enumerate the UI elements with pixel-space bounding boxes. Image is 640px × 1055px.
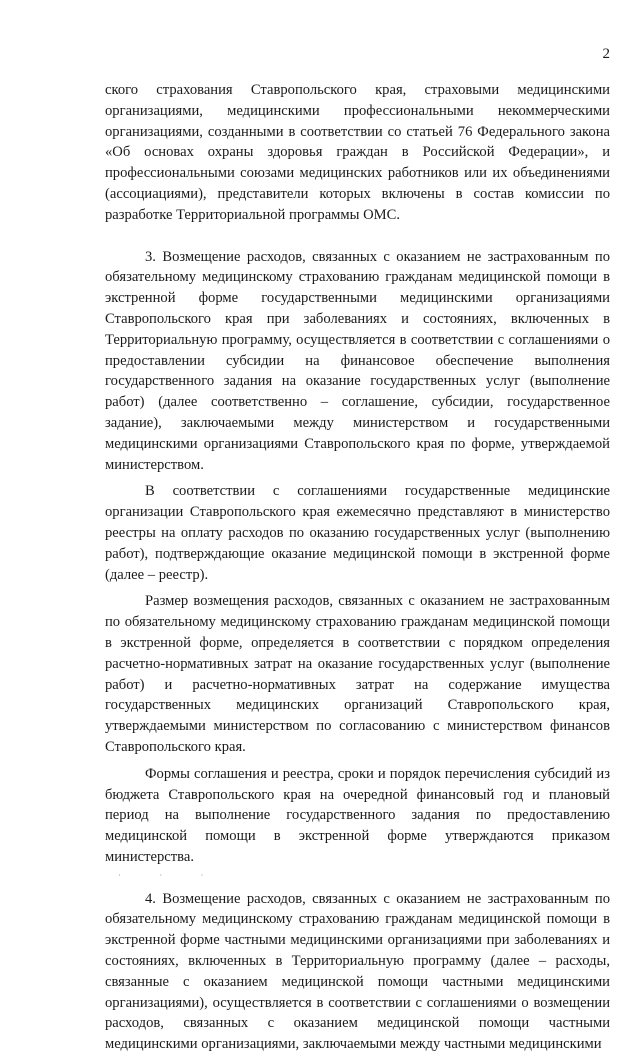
paragraph-reimbursement-size: Размер возмещения расходов, связанных с оказанием не застрахованным по обязательному медицинскому страхованию гражданам медицинской помощи в экстренной форме, определяется в соответствии с порядком определения расчетно-нормативных затрат на оказание государственных услуг (выполнение работ) и расчетно-нормативных затрат на содержание имущества государственных медицинских организаций Ставропольского края, утверждаемыми министерством по согласованию с министерством финансов Ставропольского края. xyxy=(105,593,610,755)
paragraph-forms: Формы соглашения и реестра, сроки и порядок перечисления субсидий из бюджета Ставропольского края на очередной финансовый год и плановый период на выполнение государственного задания по предоставлению медицинской помощи в экстренной форме утверждаются приказом министерства. xyxy=(105,765,610,865)
scan-specks: · · · xyxy=(118,870,222,880)
paragraph-section-3: 3. Возмещение расходов, связанных с оказанием не застрахованным по обязательному медицинскому страхованию гражданам медицинской помощи в экстренной форме государственными медицинскими организациями Ставропольского края при заболеваниях и состояниях, включенных в Территориальную программу, осуществляется в соответствии с соглашениями о предоставлении субсидии на финансовое обеспечение выполнения государственного задания на оказание государственных услуг (выполнение работ) (далее соответственно – соглашение, субсидии, государственное задание), заключаемыми между министерством и государственными медицинскими организациями Ставропольского края по форме, утверждаемой министерством. xyxy=(105,248,610,473)
page-number: 2 xyxy=(602,46,610,62)
paragraph-section-4: 4. Возмещение расходов, связанных с оказанием не застрахованным по обязательному медицинскому страхованию гражданам медицинской помощи в экстренной форме частными медицинскими организациями при заболеваниях и состояниях, включенных в Территориальную программу (далее – расходы, связанные с оказанием медицинской помощи частными медицинскими организациями), осуществляется в соответствии с соглашениями о возмещении расходов, связанных с оказанием медицинской помощи частными медицинскими организациями, заключаемыми между частными медицинскими xyxy=(105,890,610,1053)
paragraph-continuation: ского страхования Ставропольского края, страховыми медицинскими организациями, медицинскими профессиональными некоммерческими организациями, созданными в соответствии со статьей 76 Федерального закона «Об основах охраны здоровья граждан в Российской Федерации», и профессиональными союзами медицинских работников или их объединениями (ассоциациями), представители которых включены в состав комиссии по разработке Территориальной программы ОМС. xyxy=(105,82,610,223)
paragraph-registries: В соответствии с соглашениями государственные медицинские организации Ставропольского края ежемесячно представляют в министерство реестры на оплату расходов по оказанию государственных услуг (выполнению работ), подтверждающие оказание медицинской помощи в экстренной форме (далее – реестр). xyxy=(105,483,610,583)
document-body xyxy=(105,80,610,1055)
